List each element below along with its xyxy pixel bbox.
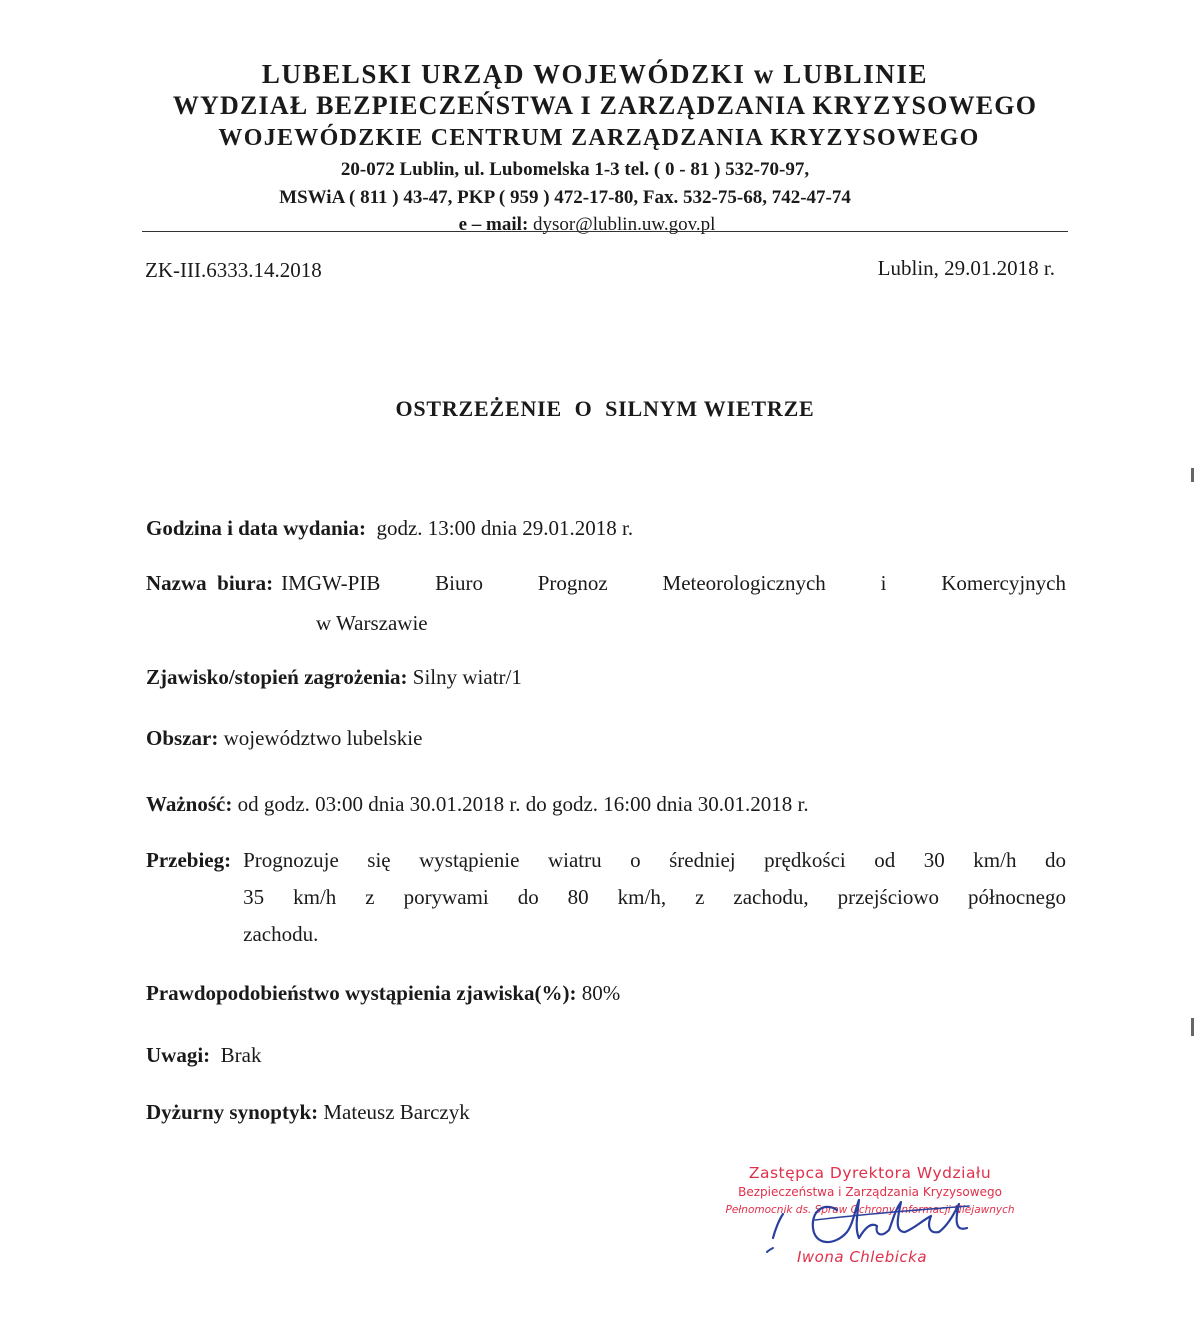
field-label: Ważność: xyxy=(146,792,233,816)
field-course xyxy=(146,842,1066,953)
field-value: Silny wiatr/1 xyxy=(412,665,522,689)
field-value-continued: w Warszawie xyxy=(316,611,428,635)
address-line: 20-072 Lublin, ul. Lubomelska 1-3 tel. ( 0 - 81 ) 532-70-97, xyxy=(340,159,810,180)
phone-line: MSWiA ( 811 ) 43-47, PKP ( 959 ) 472-17-80, Fax. 532-75-68, 742-47-74 xyxy=(279,187,851,208)
field-phenomenon xyxy=(146,659,1066,696)
field-validity xyxy=(146,786,1066,823)
field-value: województwo lubelskie xyxy=(223,726,423,750)
stamp-role: Pełnomocnik ds. Spraw Ochrony Informacji Niejawnych xyxy=(725,1204,1015,1216)
field-area xyxy=(146,720,1066,757)
stamp-title: Zastępca Dyrektora Wydziału xyxy=(748,1164,992,1182)
field-office-name xyxy=(146,565,1066,642)
field-label: Zjawisko/stopień zagrożenia: xyxy=(146,665,408,689)
document-title: OSTRZEŻENIE O SILNYM WIETRZE xyxy=(395,396,815,421)
field-value: godz. 13:00 dnia 29.01.2018 r. xyxy=(376,516,634,540)
department-name: WYDZIAŁ BEZPIECZEŃSTWA I ZARZĄDZANIA KRYZYSOWEGO xyxy=(172,91,1038,120)
field-probability xyxy=(146,975,1066,1012)
field-value: Brak xyxy=(220,1043,262,1067)
letterhead xyxy=(140,58,1070,238)
field-issue-time xyxy=(146,510,1066,547)
field-value: 80% xyxy=(581,981,621,1005)
scan-edge-mark xyxy=(1191,468,1194,482)
field-value: od godz. 03:00 dnia 30.01.2018 r. do godz. 16:00 dnia 30.01.2018 r. xyxy=(237,792,809,816)
email-label: e – mail: xyxy=(458,214,534,235)
center-name: WOJEWÓDZKIE CENTRUM ZARZĄDZANIA KRYZYSOWEGO xyxy=(218,125,980,151)
email-address: dysor@lublin.uw.gov.pl xyxy=(533,214,716,235)
field-label: Prawdopodobieństwo wystąpienia zjawiska(%): xyxy=(146,981,577,1005)
office-name: LUBELSKI URZĄD WOJEWÓDZKI w LUBLINIE xyxy=(261,59,929,89)
field-label: Dyżurny synoptyk: xyxy=(146,1100,319,1124)
field-forecaster xyxy=(146,1094,1066,1131)
field-value-line: zachodu. xyxy=(243,922,319,946)
field-value: IMGW-PIB Biuro Prognoz Meteorologicznych i Komercyjnych xyxy=(281,571,1066,595)
letterhead-divider xyxy=(142,231,1068,232)
field-value: Mateusz Barczyk xyxy=(323,1100,470,1124)
scan-edge-mark xyxy=(1191,1018,1194,1036)
field-remarks xyxy=(146,1037,1066,1074)
stamp-name: Iwona Chlebicka xyxy=(796,1248,928,1266)
official-stamp xyxy=(720,1162,1020,1274)
field-value-line: Prognozuje się wystąpienie wiatru o średniej prędkości od 30 km/h do xyxy=(243,848,1066,872)
reference-number: ZK-III.6333.14.2018 xyxy=(145,258,322,282)
field-label: Nazwa biura: xyxy=(146,571,274,595)
field-label: Obszar: xyxy=(146,726,219,750)
field-value-line: 35 km/h z porywami do 80 km/h, z zachodu, przejściowo północnego xyxy=(243,885,1066,909)
field-label: Przebieg: xyxy=(146,848,232,872)
place-date: Lublin, 29.01.2018 r. xyxy=(877,256,1055,280)
field-label: Uwagi: xyxy=(146,1043,211,1067)
email-line xyxy=(122,212,1052,238)
stamp-department: Bezpieczeństwa i Zarządzania Kryzysowego xyxy=(738,1185,1002,1199)
field-label: Godzina i data wydania: xyxy=(146,516,366,540)
